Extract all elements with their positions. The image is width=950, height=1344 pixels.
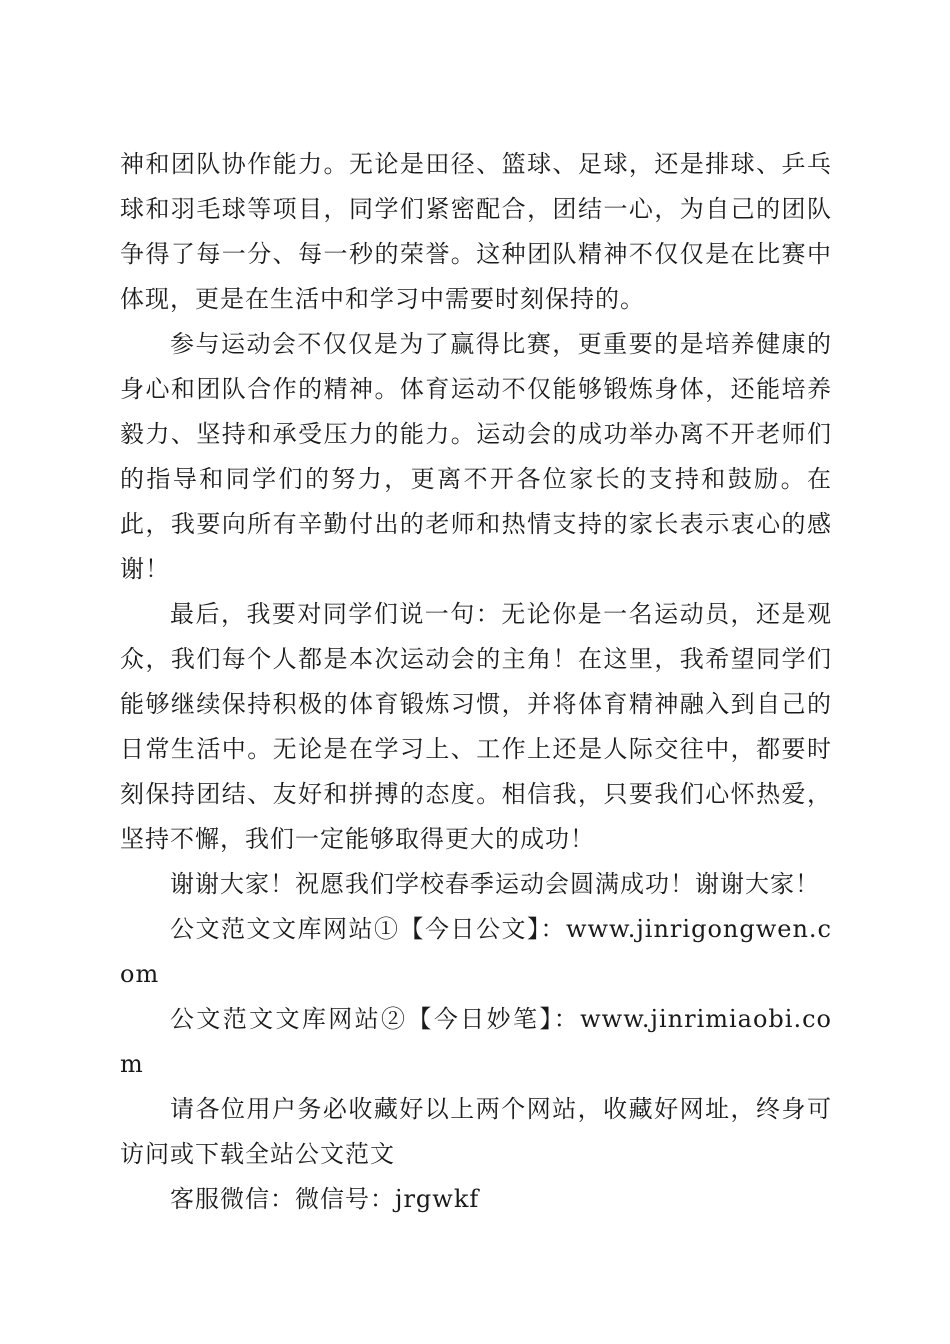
- document-body: [120, 142, 832, 1222]
- footer-site-2: 公文范文文库网站②【今日妙笔】：www.jinrimiaobi.com: [120, 1005, 832, 1078]
- paragraph-teamwork: 神和团队协作能力。无论是田径、篮球、足球，还是排球、乒乓球和羽毛球等项目，同学们紧密配合，团结一心，为自己的团队争得了每一分、每一秒的荣誉。这种团队精神不仅仅是在比赛中体现，更是在生活中和学习中需要时刻保持的。: [120, 150, 832, 313]
- footer-customer-service: 客服微信：微信号：jrgwkf: [170, 1185, 480, 1213]
- footer-notice: 请各位用户务必收藏好以上两个网站，收藏好网址，终身可访问或下载全站公文范文: [120, 1095, 832, 1168]
- paragraph-thanks: 谢谢大家！祝愿我们学校春季运动会圆满成功！谢谢大家！: [170, 870, 820, 898]
- paragraph-participation: 参与运动会不仅仅是为了赢得比赛，更重要的是培养健康的身心和团队合作的精神。体育运动不仅能够锻炼身体，还能培养毅力、坚持和承受压力的能力。运动会的成功举办离不开老师们的指导和同学们的努力，更离不开各位家长的支持和鼓励。在此，我要向所有辛勤付出的老师和热情支持的家长表示衷心的感谢！: [120, 330, 832, 583]
- footer-site-1: 公文范文文库网站①【今日公文】：www.jinrigongwen.com: [120, 915, 832, 988]
- paragraph-closing-remarks: 最后，我要对同学们说一句：无论你是一名运动员，还是观众，我们每个人都是本次运动会的主角！在这里，我希望同学们能够继续保持积极的体育锻炼习惯，并将体育精神融入到自己的日常生活中。无论是在学习上、工作上还是人际交往中，都要时刻保持团结、友好和拼搏的态度。相信我，只要我们心怀热爱，坚持不懈，我们一定能够取得更大的成功！: [120, 600, 832, 853]
